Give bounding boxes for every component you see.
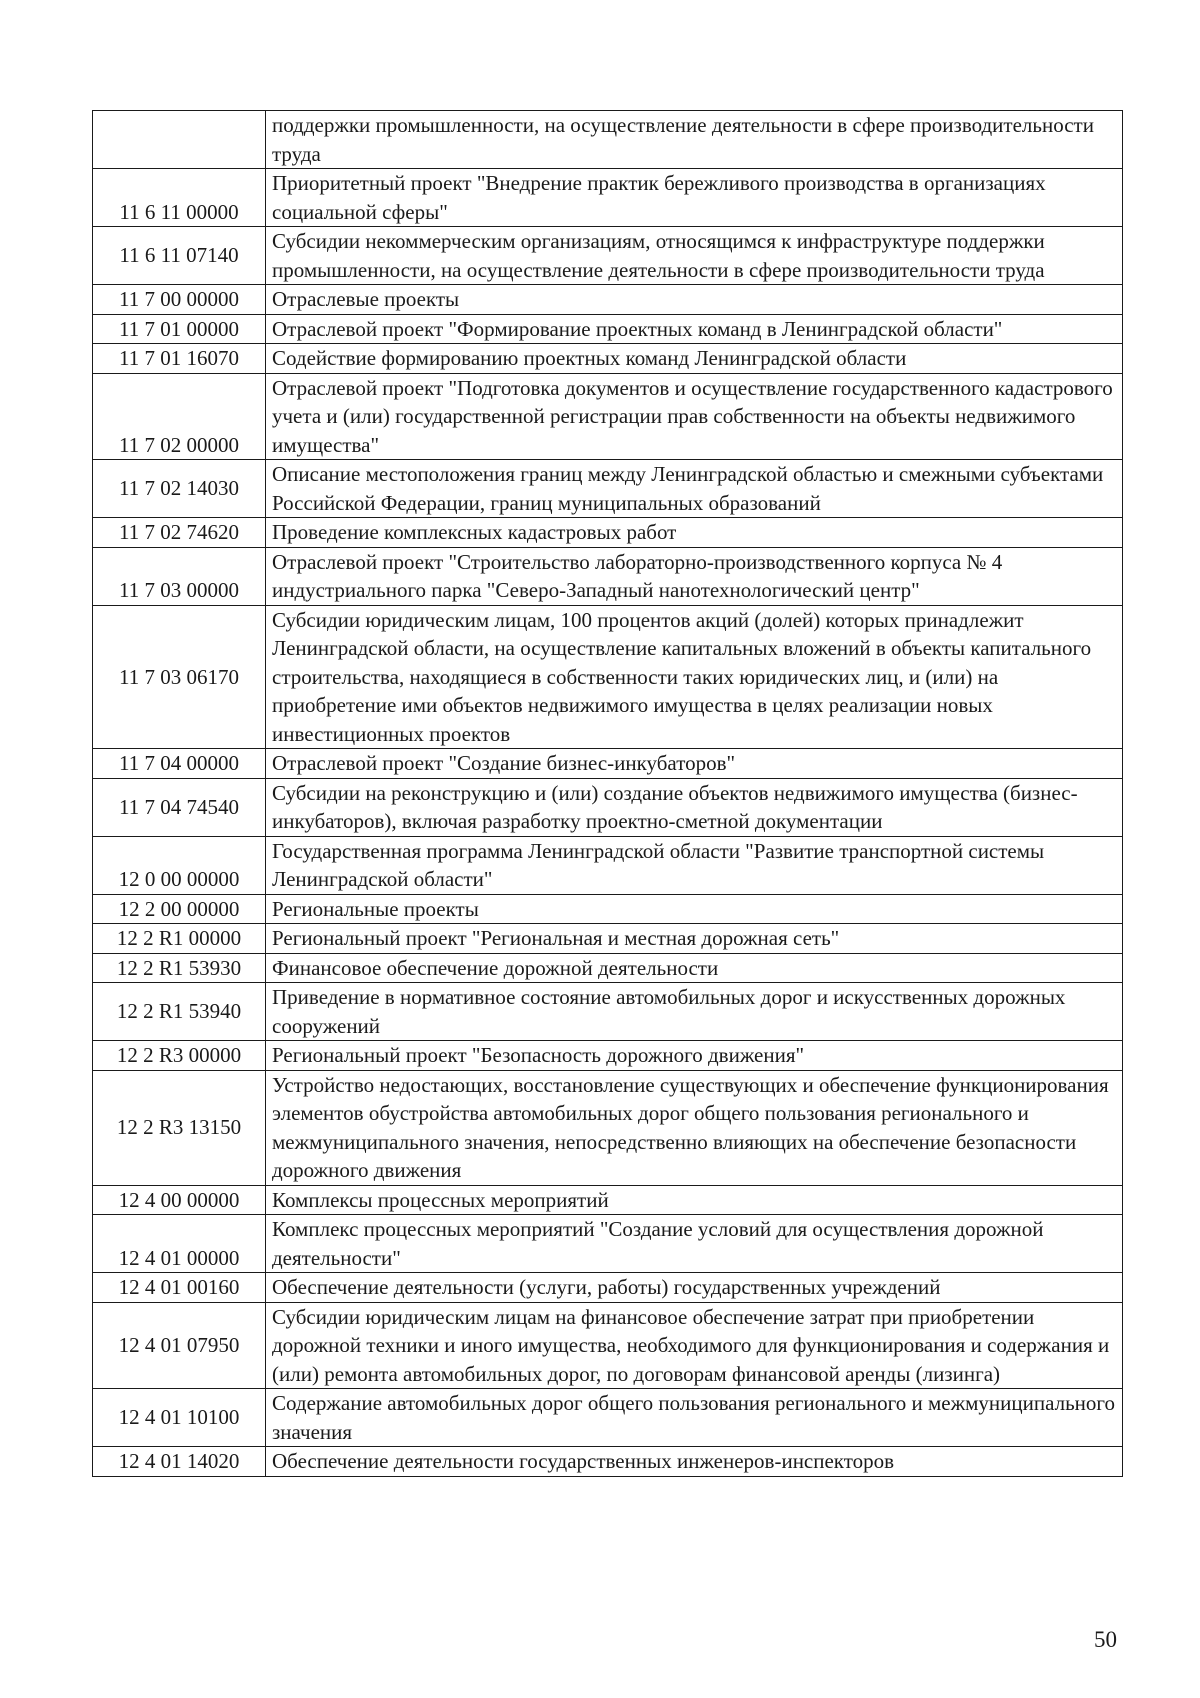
table-row: [93, 1447, 1123, 1477]
table-row: [93, 1041, 1123, 1071]
description-cell: Приоритетный проект "Внедрение практик бережливого производства в организациях социальной сферы": [266, 169, 1123, 227]
target-code-cell: 12 2 R1 53930: [93, 953, 266, 983]
table-row: [93, 1185, 1123, 1215]
target-code-cell: [93, 111, 266, 169]
target-code-cell: 11 7 02 14030: [93, 460, 266, 518]
description-cell: Комплексы процессных мероприятий: [266, 1185, 1123, 1215]
table-row: [93, 894, 1123, 924]
target-code-cell: 12 4 00 00000: [93, 1185, 266, 1215]
target-code-cell: 11 7 03 00000: [93, 547, 266, 605]
target-code-cell: 11 6 11 00000: [93, 169, 266, 227]
description-cell: Описание местоположения границ между Ленинградской областью и смежными субъектами Российской Федерации, границ муниципальных образований: [266, 460, 1123, 518]
description-cell: Государственная программа Ленинградской области "Развитие транспортной системы Ленинградской области": [266, 836, 1123, 894]
table-row: [93, 1070, 1123, 1185]
description-cell: Содействие формированию проектных команд Ленинградской области: [266, 344, 1123, 374]
table-row: [93, 749, 1123, 779]
target-code-cell: 11 7 01 16070: [93, 344, 266, 374]
description-cell: Обеспечение деятельности (услуги, работы) государственных учреждений: [266, 1273, 1123, 1303]
table-row: [93, 924, 1123, 954]
description-cell: Устройство недостающих, восстановление существующих и обеспечение функционирования элементов обустройства автомобильных дорог общего пользования регионального и межмуниципального значения, непосредственно влияющих на обеспечение безопасности дорожного движения: [266, 1070, 1123, 1185]
description-cell: поддержки промышленности, на осуществление деятельности в сфере производительности труда: [266, 111, 1123, 169]
target-code-cell: 12 2 R1 00000: [93, 924, 266, 954]
table-row: [93, 227, 1123, 285]
table-row: [93, 285, 1123, 315]
target-code-cell: 12 2 R3 00000: [93, 1041, 266, 1071]
table-row: [93, 314, 1123, 344]
description-cell: Содержание автомобильных дорог общего пользования регионального и межмуниципального значения: [266, 1389, 1123, 1447]
table-row: [93, 605, 1123, 749]
description-cell: Отраслевой проект "Создание бизнес-инкубаторов": [266, 749, 1123, 779]
description-cell: Отраслевой проект "Формирование проектных команд в Ленинградской области": [266, 314, 1123, 344]
table-row: [93, 1215, 1123, 1273]
description-cell: Субсидии юридическим лицам, 100 процентов акций (долей) которых принадлежит Ленинградской области, на осуществление капитальных вложений в объекты капитального строительства, находящиеся в собственности таких юридических лиц, и (или) на приобретение ими объектов недвижимого имущества в целях реализации новых инвестиционных проектов: [266, 605, 1123, 749]
description-cell: Субсидии на реконструкцию и (или) создание объектов недвижимого имущества (бизнес-инкубаторов), включая разработку проектно-сметной документации: [266, 778, 1123, 836]
budget-classification-table: [92, 110, 1123, 1477]
target-code-cell: 12 4 01 14020: [93, 1447, 266, 1477]
target-code-cell: 12 2 R1 53940: [93, 983, 266, 1041]
target-code-cell: 12 2 R3 13150: [93, 1070, 266, 1185]
description-cell: Отраслевой проект "Подготовка документов и осуществление государственного кадастрового учета и (или) государственной регистрации прав собственности на объекты недвижимого имущества": [266, 373, 1123, 460]
description-cell: Приведение в нормативное состояние автомобильных дорог и искусственных дорожных сооружений: [266, 983, 1123, 1041]
target-code-cell: 11 7 03 06170: [93, 605, 266, 749]
table-row: [93, 547, 1123, 605]
target-code-cell: 11 7 04 74540: [93, 778, 266, 836]
table-row: [93, 169, 1123, 227]
table-row: [93, 1273, 1123, 1303]
target-code-cell: 12 4 01 10100: [93, 1389, 266, 1447]
table-row: [93, 111, 1123, 169]
target-code-cell: 12 0 00 00000: [93, 836, 266, 894]
target-code-cell: 12 2 00 00000: [93, 894, 266, 924]
target-code-cell: 12 4 01 00000: [93, 1215, 266, 1273]
description-cell: Региональный проект "Безопасность дорожного движения": [266, 1041, 1123, 1071]
table-row: [93, 344, 1123, 374]
description-cell: Региональный проект "Региональная и местная дорожная сеть": [266, 924, 1123, 954]
target-code-cell: 11 7 04 00000: [93, 749, 266, 779]
table-row: [93, 460, 1123, 518]
table-body: [93, 111, 1123, 1477]
description-cell: Отраслевые проекты: [266, 285, 1123, 315]
table-row: [93, 983, 1123, 1041]
description-cell: Обеспечение деятельности государственных инженеров-инспекторов: [266, 1447, 1123, 1477]
table-row: [93, 518, 1123, 548]
target-code-cell: 12 4 01 07950: [93, 1302, 266, 1389]
target-code-cell: 11 7 01 00000: [93, 314, 266, 344]
description-cell: Финансовое обеспечение дорожной деятельности: [266, 953, 1123, 983]
table-row: [93, 836, 1123, 894]
description-cell: Комплекс процессных мероприятий "Создание условий для осуществления дорожной деятельности": [266, 1215, 1123, 1273]
target-code-cell: 11 6 11 07140: [93, 227, 266, 285]
table-row: [93, 778, 1123, 836]
table-row: [93, 953, 1123, 983]
description-cell: Субсидии юридическим лицам на финансовое обеспечение затрат при приобретении дорожной техники и иного имущества, необходимого для функционирования и содержания и (или) ремонта автомобильных дорог, по договорам финансовой аренды (лизинга): [266, 1302, 1123, 1389]
target-code-cell: 11 7 02 74620: [93, 518, 266, 548]
description-cell: Региональные проекты: [266, 894, 1123, 924]
table-row: [93, 1389, 1123, 1447]
description-cell: Проведение комплексных кадастровых работ: [266, 518, 1123, 548]
page-number: 50: [1094, 1627, 1117, 1652]
table-row: [93, 373, 1123, 460]
target-code-cell: 12 4 01 00160: [93, 1273, 266, 1303]
description-cell: Субсидии некоммерческим организациям, относящимся к инфраструктуре поддержки промышленности, на осуществление деятельности в сфере производительности труда: [266, 227, 1123, 285]
table-row: [93, 1302, 1123, 1389]
target-code-cell: 11 7 02 00000: [93, 373, 266, 460]
description-cell: Отраслевой проект "Строительство лабораторно-производственного корпуса № 4 индустриального парка "Северо-Западный нанотехнологический центр": [266, 547, 1123, 605]
target-code-cell: 11 7 00 00000: [93, 285, 266, 315]
